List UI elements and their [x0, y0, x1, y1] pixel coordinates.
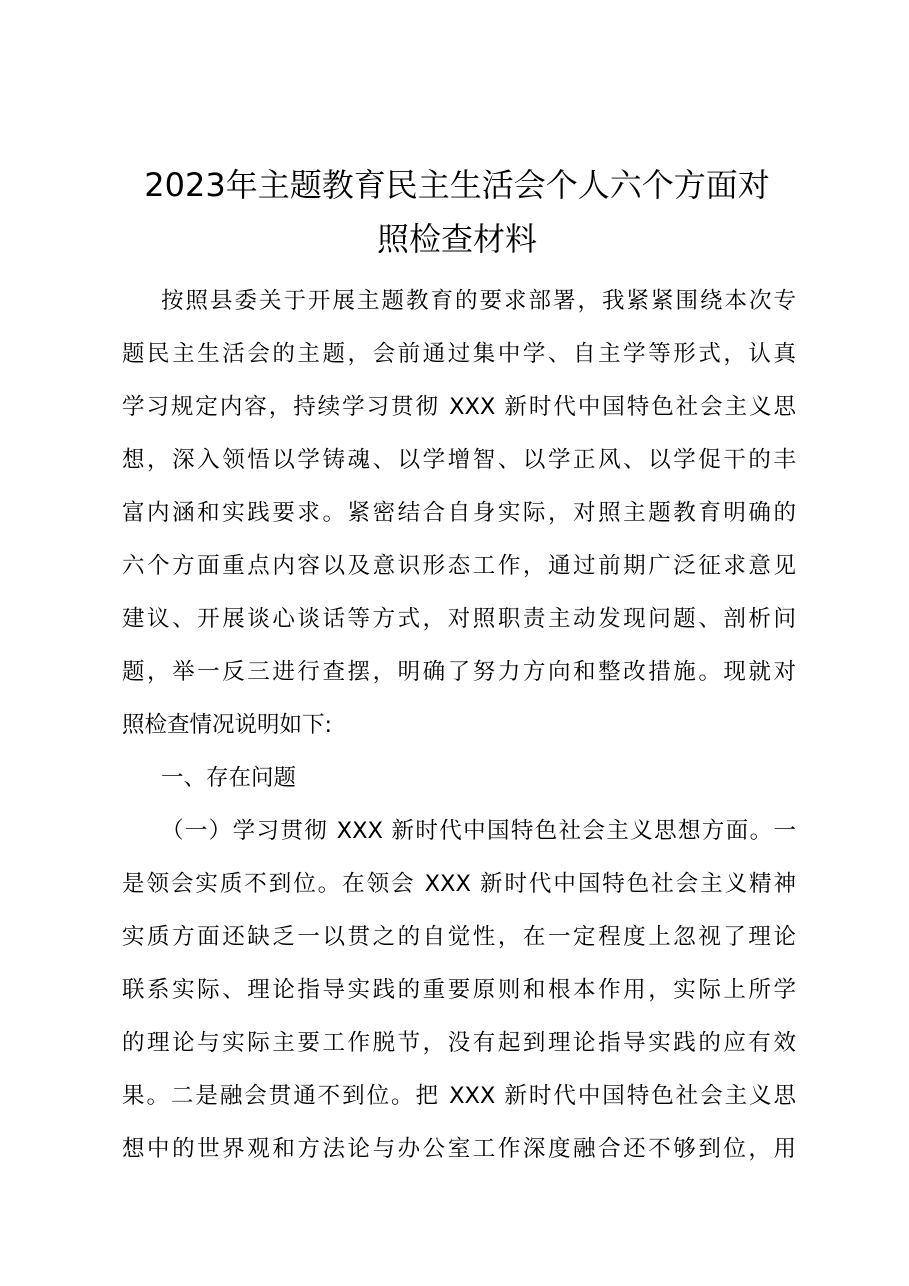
paragraph-line: 是领会实质不到位。在领会 XXX 新时代中国特色社会主义精神: [122, 871, 796, 897]
paragraph-line: 题，举一反三进行查摆，明确了努力方向和整改措施。现就对: [122, 659, 796, 685]
paragraph-line: 富内涵和实践要求。紧密结合自身实际，对照主题教育明确的: [122, 500, 796, 526]
paragraph-line: 想，深入领悟以学铸魂、以学增智、以学正风、以学促干的丰: [122, 447, 796, 473]
paragraph-line: 实质方面还缺乏一以贯之的自觉性，在一定程度上忽视了理论: [122, 924, 796, 950]
paragraph-line: 照检查情况说明如下:: [122, 712, 333, 738]
title-line: 照检查材料: [376, 220, 537, 258]
paragraph-line: 果。二是融会贯通不到位。把 XXX 新时代中国特色社会主义思: [122, 1083, 796, 1109]
paragraph-line: 想中的世界观和方法论与办公室工作深度融合还不够到位，用: [122, 1136, 796, 1162]
paragraph-line: 题民主生活会的主题，会前通过集中学、自主学等形式，认真: [122, 341, 796, 367]
paragraph-line: 按照县委关于开展主题教育的要求部署，我紧紧围绕本次专: [161, 288, 796, 314]
section-heading: 一、存在问题: [161, 765, 297, 791]
paragraph-line: 建议、开展谈心谈话等方式，对照职责主动发现问题、剖析问: [122, 606, 796, 632]
paragraph-line: 的理论与实际主要工作脱节，没有起到理论指导实践的应有效: [122, 1030, 796, 1056]
paragraph-line: 六个方面重点内容以及意识形态工作，通过前期广泛征求意见: [122, 553, 796, 579]
paragraph-line: 联系实际、理论指导实践的重要原则和根本作用，实际上所学: [122, 977, 796, 1003]
paragraph-line: （一）学习贯彻 XXX 新时代中国特色社会主义思想方面。一: [161, 818, 796, 844]
document-title: [120, 158, 794, 266]
paragraph-line: 学习规定内容，持续学习贯彻 XXX 新时代中国特色社会主义思: [122, 394, 796, 420]
title-line: 2023年主题教育民主生活会个人六个方面对: [144, 166, 770, 204]
